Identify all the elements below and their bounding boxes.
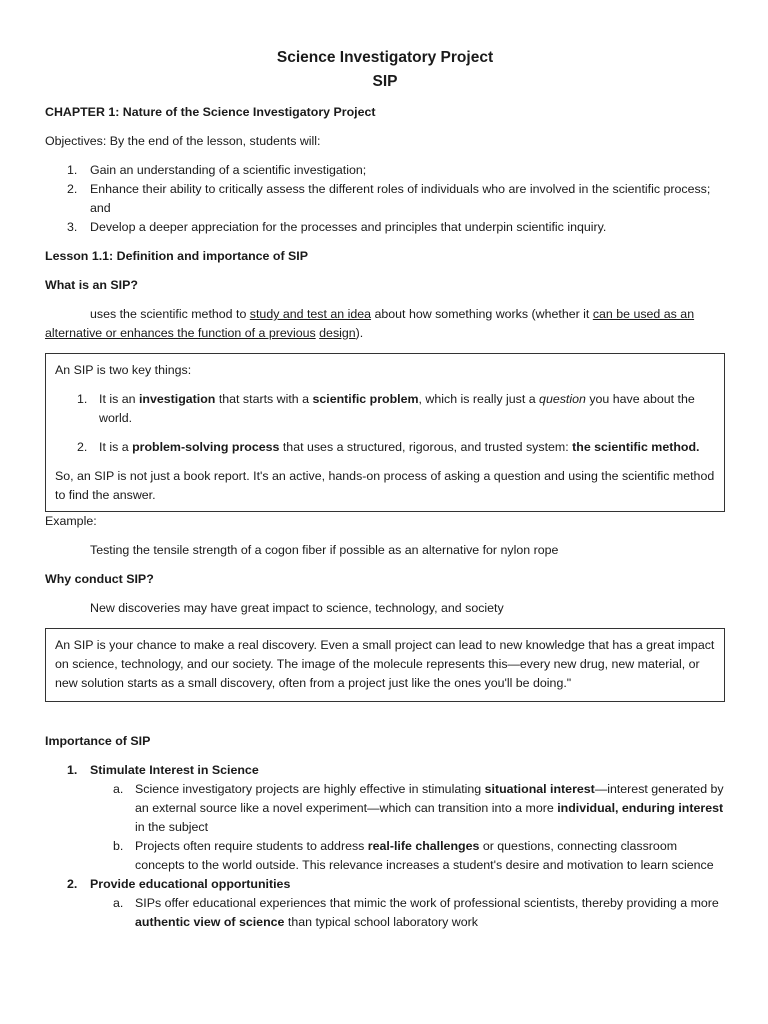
objective-item: 3. Develop a deeper appreciation for the processes and principles that underpin scientific inquiry. — [67, 220, 607, 234]
box-item: 2. It is a problem-solving process that uses a structured, rigorous, and trusted system: the scientific method. — [77, 440, 700, 454]
objectives-list — [45, 161, 725, 237]
definition-paragraph: uses the scientific method to study and test an idea about how something works (whether it can be used as an alternative or enhances the function of a previous design). — [45, 307, 695, 340]
chapter-heading: CHAPTER 1: Nature of the Science Investigatory Project — [45, 105, 376, 119]
importance-item: 1. Stimulate Interest in Science — [67, 763, 259, 777]
doc-subtitle: SIP — [372, 73, 398, 90]
underlined-phrase: can be used as an alternative or enhances the function of a previous — [45, 307, 695, 340]
discovery-box — [45, 628, 725, 702]
importance-subitem: a. SIPs offer educational experiences that mimic the work of professional scientists, thereby providing a more authentic view of science than typical school laboratory work — [113, 896, 719, 929]
importance-heading: Importance of SIP — [45, 734, 151, 748]
lesson-heading: Lesson 1.1: Definition and importance of SIP — [45, 249, 308, 263]
example-label: Example: — [45, 514, 97, 528]
definition-box — [45, 353, 725, 512]
objective-item: 2. Enhance their ability to critically assess the different roles of individuals who are involved in the scientific process; and — [67, 182, 711, 215]
discovery-text: An SIP is your chance to make a real discovery. Even a small project can lead to new knowledge that has a great impact on science, technology, and our society. The image of the molecule represents this—every new drug, new material, or new solution starts as a small discovery, often from a project just like the ones you'll be doing." — [55, 638, 715, 690]
importance-subitem: a. Science investigatory projects are highly effective in stimulating situational interest—interest generated by an external source like a novel experiment—which can transition into a more individual, enduring interest in the subject — [113, 782, 724, 834]
underlined-phrase: design — [319, 326, 356, 340]
why-text: New discoveries may have great impact to science, technology, and society — [90, 601, 504, 615]
importance-subitem: b. Projects often require students to address real-life challenges or questions, connecting classroom concepts to the world outside. This relevance increases a student's desire and motivation to learn science — [113, 839, 714, 872]
underlined-phrase: study and test an idea — [249, 307, 372, 321]
box-intro: An SIP is two key things: — [55, 363, 192, 377]
objective-item: 1. Gain an understanding of a scientific investigation; — [67, 163, 367, 177]
objectives-intro: Objectives: By the end of the lesson, students will: — [45, 134, 321, 148]
example-text: Testing the tensile strength of a cogon fiber if possible as an alternative for nylon rope — [90, 543, 559, 557]
box-outro: So, an SIP is not just a book report. It's an active, hands-on process of asking a question and using the scientific method to find the answer. — [55, 469, 715, 502]
document-page — [45, 0, 725, 932]
importance-item: 2. Provide educational opportunities — [67, 877, 291, 891]
doc-title: Science Investigatory Project — [276, 49, 494, 66]
box-item: 1. It is an investigation that starts with a scientific problem, which is really just a question you have about the world. — [77, 392, 695, 425]
why-heading: Why conduct SIP? — [45, 572, 154, 586]
what-heading: What is an SIP? — [45, 278, 138, 292]
